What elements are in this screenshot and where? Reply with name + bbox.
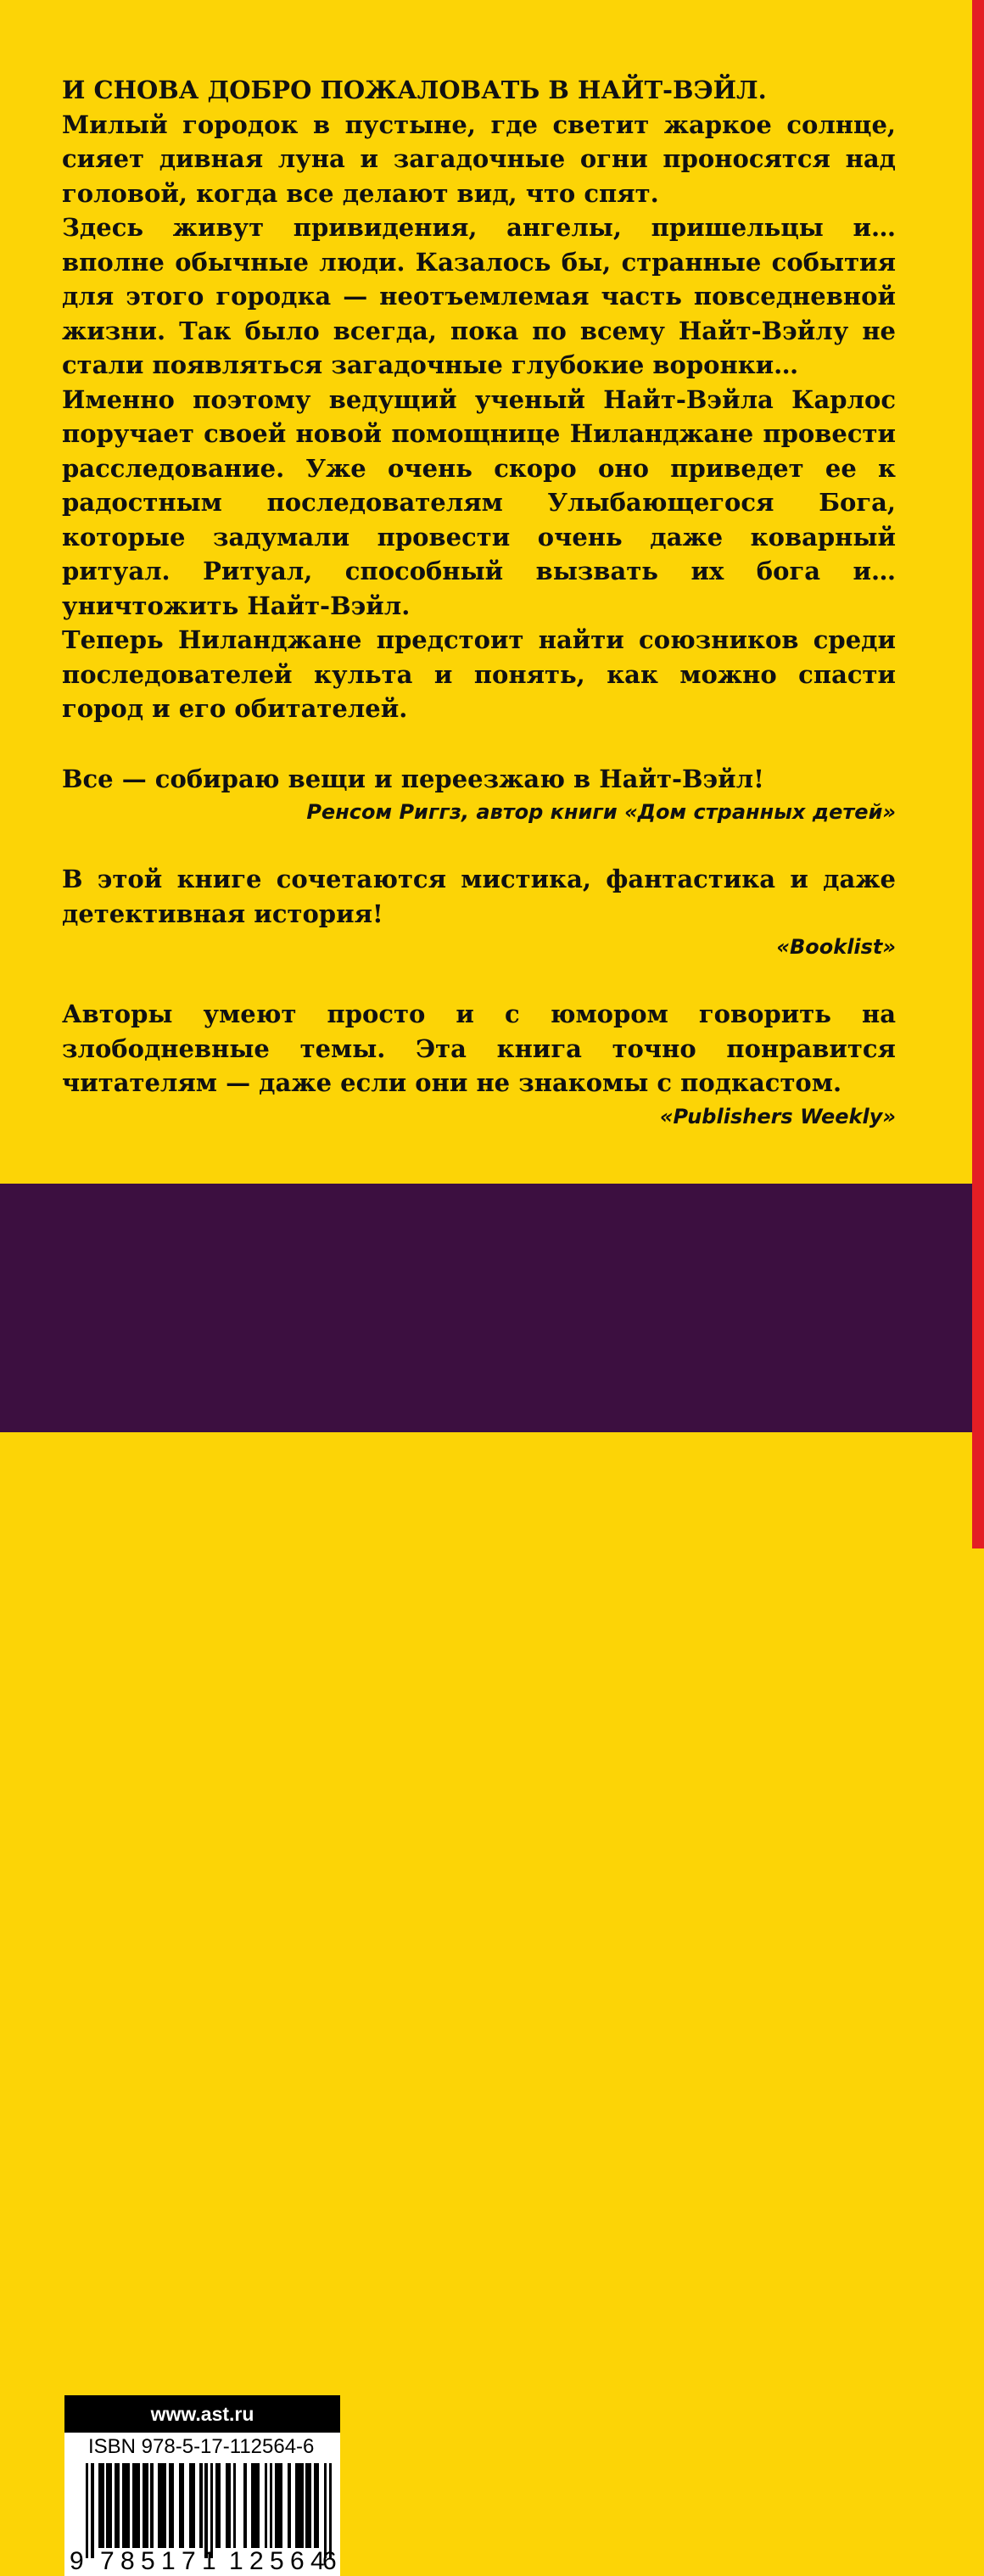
barcode-bar (270, 2463, 272, 2548)
barcode-digit: 9 (70, 2547, 84, 2575)
barcode-bar (109, 2463, 111, 2548)
barcode-bar (233, 2463, 236, 2548)
barcode-bar (280, 2463, 282, 2548)
barcode-digit: 1 (229, 2547, 243, 2575)
barcode-bar (192, 2463, 194, 2548)
isbn-barcode-panel (64, 2395, 340, 2576)
review-publishers-weekly (62, 997, 896, 1131)
review-quote: Все — собираю вещи и переезжаю в Найт-Вэйл! (62, 764, 764, 793)
barcode-bar (243, 2463, 246, 2548)
barcode-bar (265, 2463, 267, 2548)
publisher-website: www.ast.ru (64, 2395, 340, 2433)
review-quote: Авторы умеют просто и с юмором говорить на злободневные темы. Эта книга точно понравится читателям — даже если они не знакомы с подкастом. (62, 1000, 896, 1097)
isbn-label: ISBN 978-5-17-112564-6 (88, 2435, 315, 2458)
barcode-digit: 5 (141, 2547, 155, 2575)
barcode-bar (171, 2463, 174, 2548)
barcode-bar (199, 2463, 202, 2548)
barcode-bar (256, 2463, 259, 2548)
barcode-bar (204, 2463, 207, 2558)
blurb-paragraph: Именно поэтому ведущий ученый Найт-Вэйла Карлос поручает своей новой помощнице Ниланджане провести расследование. Уже очень скоро оно приведет ее к радостным последователям Улыбающегося Бога, которые задумали провести очень даже коварный ритуал. Ритуал, способный вызвать их бога и… уничтожить Найт-Вэйл. (62, 384, 896, 620)
barcode-digit: 4 (310, 2547, 325, 2575)
barcode-digit: 1 (202, 2547, 216, 2575)
barcode-bar (228, 2463, 231, 2548)
review-quote: В этой книге сочетаются мистика, фантастика и даже детективная история! (62, 865, 896, 928)
review-attribution: «Publishers Weekly» (659, 1104, 896, 1128)
review-attribution: «Booklist» (776, 935, 896, 959)
blurb-paragraph: Милый городок в пустыне, где светит жаркое солнце, сияет дивная луна и загадочные огни проносятся над головой, когда все делают вид, что спят. (62, 109, 896, 208)
barcode-digit: 7 (100, 2547, 115, 2575)
barcode-bar (86, 2463, 88, 2558)
barcode-digit: 1 (161, 2547, 176, 2575)
barcode-digit: 2 (249, 2547, 264, 2575)
review-riggs (62, 762, 896, 827)
barcode-bar (91, 2463, 93, 2558)
barcode-bar (324, 2463, 327, 2558)
blurb-paragraph: Теперь Ниланджане предстоит найти союзников среди последователей культа и понять, как можно спасти город и его обитателей. (62, 625, 896, 723)
barcode-bar (164, 2463, 166, 2548)
blurb-heading: И СНОВА ДОБРО ПОЖАЛОВАТЬ В НАЙТ-ВЭЙЛ. (62, 76, 767, 104)
barcode-digit: 6 (290, 2547, 305, 2575)
barcode-bar (182, 2463, 184, 2548)
barcode-digit: 6 (322, 2547, 337, 2575)
blurb-paragraph: Здесь живут привидения, ангелы, пришельцы и… вполне обычные люди. Казалось бы, странные события для этого городка — неотъемлемая часть повседневной жизни. Так было всегда, пока по всему Найт-Вэйлу не стали появляться загадочные глубокие воронки… (62, 213, 896, 379)
barcode-bar (218, 2463, 221, 2548)
publisher-band (0, 1184, 972, 2575)
barcode-digit: 8 (120, 2547, 135, 2575)
barcode-digit: 7 (182, 2547, 196, 2575)
barcode-bar (127, 2463, 130, 2548)
spine-stripe (972, 0, 984, 1548)
barcode-bar (210, 2463, 213, 2558)
barcode-bar (150, 2463, 153, 2548)
review-booklist (62, 862, 896, 961)
barcode-bar (288, 2463, 290, 2548)
barcode-bar (316, 2463, 319, 2548)
barcode-bar (145, 2463, 148, 2548)
barcode-bar (329, 2463, 332, 2558)
barcode-bar (300, 2463, 303, 2548)
review-attribution: Ренсом Риггз, автор книги «Дом странных детей» (306, 800, 896, 824)
barcode-bar (309, 2463, 311, 2548)
back-cover-text (62, 73, 896, 1131)
barcode-bars (86, 2463, 332, 2555)
barcode-bar (137, 2463, 140, 2548)
barcode-bar (117, 2463, 120, 2548)
barcode-bar (101, 2463, 103, 2548)
barcode-digit: 5 (270, 2547, 284, 2575)
